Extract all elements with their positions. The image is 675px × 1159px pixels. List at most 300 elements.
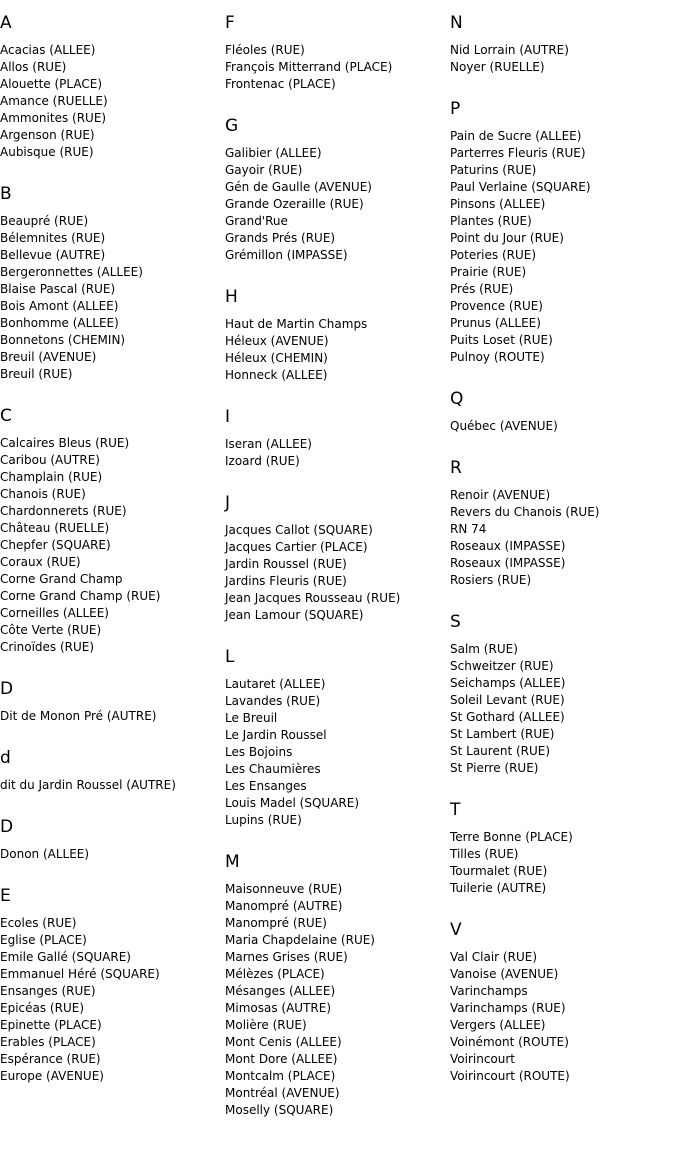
street-list-item [450, 128, 675, 145]
street-link[interactable]: Grand'Rue [225, 214, 288, 228]
street-link[interactable]: Ensanges (RUE) [0, 984, 96, 998]
letter-heading: A [0, 13, 12, 33]
street-link[interactable]: Marnes Grises (RUE) [225, 950, 348, 964]
letter-heading: T [450, 800, 461, 820]
street-link[interactable]: Tilles (RUE) [450, 847, 519, 861]
street-list-item [450, 1051, 675, 1068]
street-link[interactable]: Voirincourt [450, 1052, 516, 1066]
street-list-item [0, 1017, 225, 1034]
street-list-item [450, 281, 675, 298]
letter-group [0, 748, 225, 794]
street-list-item [450, 658, 675, 675]
street-list-item [225, 983, 450, 1000]
street-list [225, 145, 450, 264]
letter-heading: S [450, 612, 461, 632]
letter-group [450, 920, 675, 1085]
street-list-item [0, 503, 225, 520]
street-link[interactable]: Bergeronnettes (ALLEE) [0, 265, 143, 279]
street-list-item [450, 983, 675, 1000]
street-list-item [0, 315, 225, 332]
letter-heading: P [450, 99, 461, 119]
street-list [450, 418, 675, 435]
street-list [0, 708, 225, 725]
street-list-item [0, 622, 225, 639]
street-link[interactable]: Beaupré (RUE) [0, 214, 89, 228]
letter-group [225, 13, 450, 93]
street-list [225, 316, 450, 384]
street-list-item [450, 162, 675, 179]
street-link[interactable]: Grands Prés (RUE) [225, 231, 336, 245]
street-link[interactable]: Ammonites (RUE) [0, 111, 107, 125]
street-list-item [225, 590, 450, 607]
street-list [450, 949, 675, 1085]
street-list-item [225, 727, 450, 744]
street-list-item [0, 93, 225, 110]
letter-heading: B [0, 184, 12, 204]
street-list-item [0, 537, 225, 554]
street-list-item [0, 230, 225, 247]
street-link[interactable]: Breuil (RUE) [0, 367, 73, 381]
street-list-item [450, 572, 675, 589]
street-list [225, 881, 450, 1119]
street-link[interactable]: Jacques Callot (SQUARE) [225, 523, 373, 537]
street-list-item [225, 1000, 450, 1017]
street-link[interactable]: Lautaret (ALLEE) [225, 677, 326, 691]
street-link[interactable]: RN 74 [450, 522, 487, 536]
street-list-item [225, 1034, 450, 1051]
street-list-item [450, 555, 675, 572]
street-link[interactable]: Chepfer (SQUARE) [0, 538, 111, 552]
street-link[interactable]: Pain de Sucre (ALLEE) [450, 129, 582, 143]
street-link[interactable]: Plantes (RUE) [450, 214, 532, 228]
street-list [450, 42, 675, 76]
street-link[interactable]: St Pierre (RUE) [450, 761, 539, 775]
street-list-item [450, 641, 675, 658]
street-link[interactable]: Prunus (ALLEE) [450, 316, 541, 330]
letter-group [225, 287, 450, 384]
street-list-item [450, 675, 675, 692]
street-list-item [225, 795, 450, 812]
street-link[interactable]: Jean Jacques Rousseau (RUE) [225, 591, 401, 605]
street-list-item [225, 881, 450, 898]
street-list-item [225, 676, 450, 693]
street-link[interactable]: Provence (RUE) [450, 299, 543, 313]
street-list-item [0, 966, 225, 983]
letter-heading: L [225, 647, 235, 667]
street-link[interactable]: Jean Lamour (SQUARE) [225, 608, 364, 622]
street-link[interactable]: Montcalm (PLACE) [225, 1069, 336, 1083]
street-link[interactable]: François Mitterrand (PLACE) [225, 60, 393, 74]
street-list-item [0, 520, 225, 537]
letter-group [225, 493, 450, 624]
street-list-item [225, 230, 450, 247]
letter-group [0, 184, 225, 383]
column-1 [0, 0, 225, 1085]
street-link[interactable]: Frontenac (PLACE) [225, 77, 336, 91]
street-link[interactable]: Paul Verlaine (SQUARE) [450, 180, 591, 194]
street-list-item [225, 539, 450, 556]
street-link[interactable]: Acacias (ALLEE) [0, 43, 96, 57]
street-list-item [225, 179, 450, 196]
street-list-item [450, 264, 675, 281]
street-list-item [225, 1051, 450, 1068]
letter-heading: J [225, 493, 231, 513]
street-link[interactable]: Corneilles (ALLEE) [0, 606, 109, 620]
street-link[interactable]: Les Bojoins [225, 745, 293, 759]
street-link[interactable]: Chanois (RUE) [0, 487, 86, 501]
street-list-item [225, 162, 450, 179]
street-link[interactable]: St Laurent (RUE) [450, 744, 551, 758]
street-link[interactable]: Bélemnites (RUE) [0, 231, 106, 245]
street-link[interactable]: Moselly (SQUARE) [225, 1103, 334, 1117]
street-list-item [450, 521, 675, 538]
street-list-item [225, 949, 450, 966]
street-link[interactable]: Point du Jour (RUE) [450, 231, 564, 245]
street-list-item [0, 298, 225, 315]
street-list-item [0, 110, 225, 127]
street-link[interactable]: Mésanges (ALLEE) [225, 984, 336, 998]
street-link[interactable]: Dit de Monon Pré (AUTRE) [0, 709, 157, 723]
street-link[interactable]: Calcaires Bleus (RUE) [0, 436, 130, 450]
street-link[interactable]: Donon (ALLEE) [0, 847, 90, 861]
street-link[interactable]: Champlain (RUE) [0, 470, 103, 484]
street-list-item [225, 812, 450, 829]
street-link[interactable]: Val Clair (RUE) [450, 950, 537, 964]
street-list-item [225, 436, 450, 453]
street-link[interactable]: Tuilerie (AUTRE) [450, 881, 547, 895]
street-link[interactable]: Haut de Martin Champs [225, 317, 368, 331]
street-link[interactable]: Europe (AVENUE) [0, 1069, 104, 1083]
street-list [225, 676, 450, 829]
street-link[interactable]: Revers du Chanois (RUE) [450, 505, 600, 519]
letter-heading: D [0, 817, 14, 837]
street-link[interactable]: Izoard (RUE) [225, 454, 300, 468]
street-list-item [450, 949, 675, 966]
street-link[interactable]: Bellevue (AUTRE) [0, 248, 106, 262]
street-link[interactable]: Prés (RUE) [450, 282, 514, 296]
street-list-item [225, 213, 450, 230]
street-list-item [225, 898, 450, 915]
street-list-item [225, 778, 450, 795]
street-link[interactable]: Blaise Pascal (RUE) [0, 282, 116, 296]
street-list-item [450, 1017, 675, 1034]
street-link[interactable]: Voinémont (ROUTE) [450, 1035, 569, 1049]
street-link[interactable]: Breuil (AVENUE) [0, 350, 97, 364]
street-list-item [0, 42, 225, 59]
street-link[interactable]: Nid Lorrain (AUTRE) [450, 43, 569, 57]
street-list [225, 42, 450, 93]
street-list-item [450, 332, 675, 349]
street-list-item [225, 316, 450, 333]
letter-group [0, 886, 225, 1085]
street-link[interactable]: Soleil Levant (RUE) [450, 693, 565, 707]
street-link[interactable]: Les Chaumières [225, 762, 321, 776]
street-list-item [0, 1051, 225, 1068]
street-link[interactable]: Argenson (RUE) [0, 128, 95, 142]
street-link[interactable]: Vergers (ALLEE) [450, 1018, 546, 1032]
street-list-item [225, 350, 450, 367]
street-list-item [450, 298, 675, 315]
street-link[interactable]: Espérance (RUE) [0, 1052, 101, 1066]
street-link[interactable]: Jardins Fleuris (RUE) [225, 574, 347, 588]
street-link[interactable]: Terre Bonne (PLACE) [450, 830, 573, 844]
street-link[interactable]: Varinchamps [450, 984, 528, 998]
street-list-item [450, 846, 675, 863]
street-list-item [0, 605, 225, 622]
street-link[interactable]: Jardin Roussel (RUE) [225, 557, 347, 571]
letter-group [225, 852, 450, 1119]
street-list-item [450, 1000, 675, 1017]
letter-heading: M [225, 852, 240, 872]
street-list-item [0, 949, 225, 966]
letter-heading: C [0, 406, 12, 426]
street-list-item [0, 144, 225, 161]
street-link[interactable]: Pulnoy (ROUTE) [450, 350, 545, 364]
street-list-item [225, 932, 450, 949]
street-list-item [450, 418, 675, 435]
street-link[interactable]: St Lambert (RUE) [450, 727, 555, 741]
street-list-item [225, 1085, 450, 1102]
street-link[interactable]: dit du Jardin Roussel (AUTRE) [0, 778, 176, 792]
street-link[interactable]: Emmanuel Héré (SQUARE) [0, 967, 160, 981]
street-link[interactable]: Erables (PLACE) [0, 1035, 96, 1049]
street-list-item [225, 367, 450, 384]
street-link[interactable]: Molière (RUE) [225, 1018, 307, 1032]
letter-heading: d [0, 748, 11, 768]
street-link[interactable]: Lupins (RUE) [225, 813, 302, 827]
street-list-item [450, 880, 675, 897]
street-list-item [450, 196, 675, 213]
street-link[interactable]: Pinsons (ALLEE) [450, 197, 546, 211]
street-link[interactable]: Epinette (PLACE) [0, 1018, 102, 1032]
street-link[interactable]: Corne Grand Champ [0, 572, 123, 586]
street-list-item [0, 932, 225, 949]
street-link[interactable]: Héleux (AVENUE) [225, 334, 329, 348]
street-list-item [0, 469, 225, 486]
street-list-item [225, 761, 450, 778]
street-list-item [0, 127, 225, 144]
letter-group [450, 13, 675, 76]
street-link[interactable]: Crinoïdes (RUE) [0, 640, 95, 654]
street-list-item [450, 230, 675, 247]
street-link[interactable]: Côte Verte (RUE) [0, 623, 102, 637]
street-link[interactable]: Mimosas (AUTRE) [225, 1001, 331, 1015]
street-link[interactable]: Voirincourt (ROUTE) [450, 1069, 570, 1083]
street-list [450, 128, 675, 366]
street-link[interactable]: Les Ensanges [225, 779, 307, 793]
street-list-item [225, 744, 450, 761]
street-link[interactable]: Renoir (AVENUE) [450, 488, 551, 502]
street-link[interactable]: Bonhomme (ALLEE) [0, 316, 119, 330]
street-link[interactable]: Iseran (ALLEE) [225, 437, 312, 451]
street-list-item [0, 281, 225, 298]
street-link[interactable]: Honneck (ALLEE) [225, 368, 328, 382]
street-link[interactable]: Grémillon (IMPASSE) [225, 248, 348, 262]
street-link[interactable]: Emile Gallé (SQUARE) [0, 950, 131, 964]
street-list-item [0, 59, 225, 76]
street-list-item [450, 487, 675, 504]
street-list-item [450, 709, 675, 726]
street-link[interactable]: Le Breuil [225, 711, 278, 725]
street-link[interactable]: Puits Loset (RUE) [450, 333, 553, 347]
street-list-item [0, 247, 225, 264]
street-link[interactable]: Amance (RUELLE) [0, 94, 108, 108]
street-list-item [0, 777, 225, 794]
street-list-item [225, 556, 450, 573]
street-list-item [450, 213, 675, 230]
street-link[interactable]: Mont Cenis (ALLEE) [225, 1035, 342, 1049]
street-link[interactable]: Rosiers (RUE) [450, 573, 532, 587]
street-list-item [225, 573, 450, 590]
street-list-item [450, 1034, 675, 1051]
street-list [0, 435, 225, 656]
street-link[interactable]: Coraux (RUE) [0, 555, 81, 569]
street-link[interactable]: Chardonnerets (RUE) [0, 504, 127, 518]
street-list-item [225, 333, 450, 350]
street-link[interactable]: Château (RUELLE) [0, 521, 110, 535]
street-list-item [0, 554, 225, 571]
street-list-item [225, 1017, 450, 1034]
street-list-item [450, 247, 675, 264]
street-link[interactable]: Bonnetons (CHEMIN) [0, 333, 126, 347]
letter-heading: N [450, 13, 463, 33]
street-list-item [450, 349, 675, 366]
street-link[interactable]: Mélèzes (PLACE) [225, 967, 325, 981]
street-list-item [0, 708, 225, 725]
street-link[interactable]: Ecoles (RUE) [0, 916, 77, 930]
street-list [0, 846, 225, 863]
street-link[interactable]: Epicéas (RUE) [0, 1001, 84, 1015]
street-link[interactable]: Roseaux (IMPASSE) [450, 539, 566, 553]
street-link[interactable]: Galibier (ALLEE) [225, 146, 322, 160]
street-link[interactable]: Gén de Gaulle (AVENUE) [225, 180, 372, 194]
street-link[interactable]: Salm (RUE) [450, 642, 518, 656]
street-list-item [0, 571, 225, 588]
letter-group [450, 612, 675, 777]
street-link[interactable]: Eglise (PLACE) [0, 933, 87, 947]
street-list-item [0, 366, 225, 383]
street-link[interactable]: Maria Chapdelaine (RUE) [225, 933, 375, 947]
street-list-item [0, 639, 225, 656]
street-link[interactable]: Alouette (PLACE) [0, 77, 102, 91]
street-link[interactable]: Maisonneuve (RUE) [225, 882, 343, 896]
street-link[interactable]: Poteries (RUE) [450, 248, 537, 262]
street-list-item [225, 247, 450, 264]
letter-heading: G [225, 116, 239, 136]
street-link[interactable]: Allos (RUE) [0, 60, 67, 74]
street-list-item [450, 1068, 675, 1085]
street-link[interactable]: St Gothard (ALLEE) [450, 710, 565, 724]
street-list-item [0, 1068, 225, 1085]
letter-heading: D [0, 679, 14, 699]
street-list-item [225, 453, 450, 470]
street-link[interactable]: Louis Madel (SQUARE) [225, 796, 360, 810]
street-link[interactable]: Noyer (RUELLE) [450, 60, 545, 74]
street-list-item [0, 1000, 225, 1017]
street-link[interactable]: Seichamps (ALLEE) [450, 676, 566, 690]
street-list-item [0, 349, 225, 366]
street-list-item [450, 966, 675, 983]
street-link[interactable]: Héleux (CHEMIN) [225, 351, 328, 365]
street-list-item [0, 76, 225, 93]
street-list-item [0, 915, 225, 932]
street-link[interactable]: Corne Grand Champ (RUE) [0, 589, 161, 603]
street-link[interactable]: Roseaux (IMPASSE) [450, 556, 566, 570]
street-list [450, 641, 675, 777]
street-link[interactable]: Vanoise (AVENUE) [450, 967, 559, 981]
street-link[interactable]: Tourmalet (RUE) [450, 864, 548, 878]
street-link[interactable]: Le Jardin Roussel [225, 728, 327, 742]
letter-group [450, 389, 675, 435]
street-link[interactable]: Québec (AVENUE) [450, 419, 558, 433]
street-link[interactable]: Gayoir (RUE) [225, 163, 303, 177]
street-link[interactable]: Caribou (AUTRE) [0, 453, 100, 467]
street-list [0, 213, 225, 383]
street-list-item [225, 196, 450, 213]
street-list-item [225, 607, 450, 624]
letter-heading: F [225, 13, 235, 33]
street-link[interactable]: Mont Dore (ALLEE) [225, 1052, 338, 1066]
street-list [450, 487, 675, 589]
street-link[interactable]: Manompré (RUE) [225, 916, 327, 930]
letter-heading: R [450, 458, 462, 478]
street-list-item [0, 264, 225, 281]
street-link[interactable]: Montréal (AVENUE) [225, 1086, 340, 1100]
column-3 [450, 0, 675, 1085]
street-list-item [0, 213, 225, 230]
street-list-item [225, 145, 450, 162]
street-list-item [450, 692, 675, 709]
street-link[interactable]: Lavandes (RUE) [225, 694, 321, 708]
street-link[interactable]: Fléoles (RUE) [225, 43, 305, 57]
letter-heading: H [225, 287, 238, 307]
street-link[interactable]: Parterres Fleuris (RUE) [450, 146, 586, 160]
letter-group [225, 116, 450, 264]
street-list-item [225, 59, 450, 76]
letter-heading: V [450, 920, 462, 940]
street-link[interactable]: Bois Amont (ALLEE) [0, 299, 119, 313]
street-list-item [225, 966, 450, 983]
letter-heading: I [225, 407, 231, 427]
street-list-item [0, 983, 225, 1000]
letter-group [225, 407, 450, 470]
column-2 [225, 0, 450, 1119]
street-link[interactable]: Manompré (AUTRE) [225, 899, 343, 913]
letter-group [0, 679, 225, 725]
letter-group [450, 458, 675, 589]
street-link[interactable]: Aubisque (RUE) [0, 145, 94, 159]
street-list-item [450, 760, 675, 777]
street-link[interactable]: Varinchamps (RUE) [450, 1001, 566, 1015]
letter-group [225, 647, 450, 829]
street-list-item [450, 315, 675, 332]
street-link[interactable]: Paturins (RUE) [450, 163, 537, 177]
street-link[interactable]: Prairie (RUE) [450, 265, 527, 279]
street-link[interactable]: Schweitzer (RUE) [450, 659, 554, 673]
street-link[interactable]: Jacques Cartier (PLACE) [225, 540, 368, 554]
street-list-item [225, 710, 450, 727]
street-list-item [450, 145, 675, 162]
street-list-item [450, 59, 675, 76]
street-list-item [450, 863, 675, 880]
street-list [450, 829, 675, 897]
letter-group [450, 99, 675, 366]
street-list-item [0, 1034, 225, 1051]
street-link[interactable]: Grande Ozeraille (RUE) [225, 197, 364, 211]
letter-group [0, 817, 225, 863]
street-list-item [225, 693, 450, 710]
street-list [0, 42, 225, 161]
